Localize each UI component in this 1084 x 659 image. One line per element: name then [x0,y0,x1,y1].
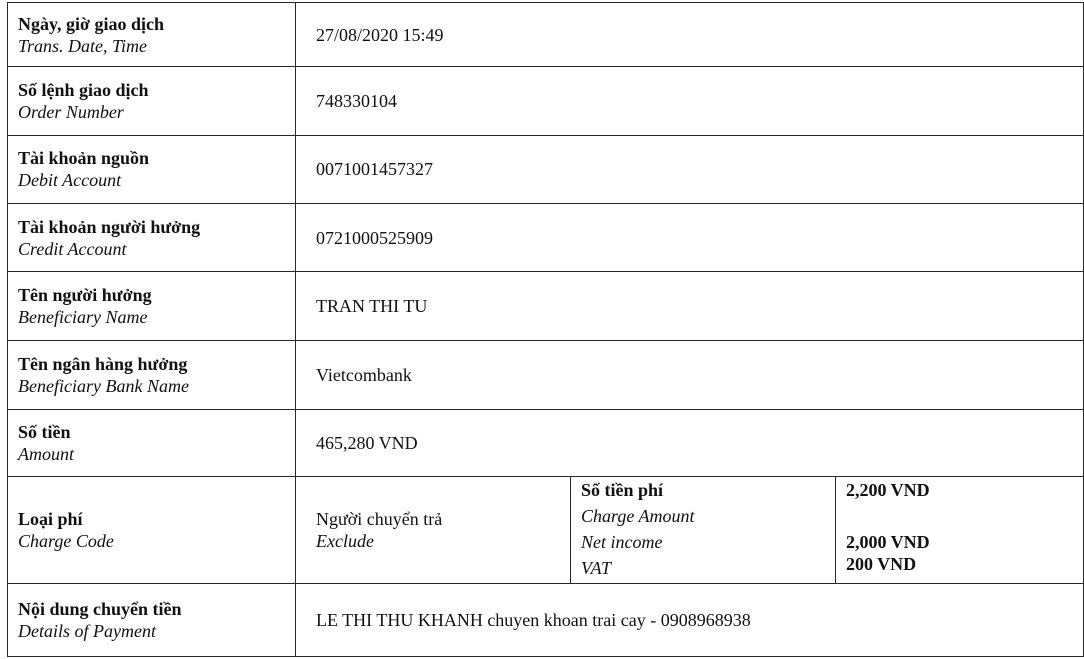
row-amount [8,409,1084,476]
charge-amount-label-en: Charge Amount [581,506,695,527]
charge-amount-label-vi: Số tiền phí [581,480,664,501]
label-en: Beneficiary Name [18,306,148,327]
net-income-value: 2,000 VND [846,532,930,553]
label-cell [8,67,296,135]
vat-label: VAT [581,558,611,579]
net-income-label: Net income [581,532,663,553]
charge-type-vi: Người chuyển trả [316,508,443,529]
label-en: Order Number [18,101,124,122]
payment-details-value: LE THI THU KHANH chuyen khoan trai cay - 0908968938 [296,583,1084,656]
row-debit-account [8,135,1084,203]
label-en: Debit Account [18,170,122,191]
beneficiary-name-value: TRAN THI TU [296,272,1084,340]
label-vi: Số lệnh giao dịch [18,79,149,100]
row-order-number [8,67,1084,135]
label-en: Charge Code [18,530,114,551]
row-trans-date [8,3,1084,67]
credit-account-value: 0721000525909 [296,203,1084,271]
row-payment-details [8,583,1084,656]
label-cell [8,409,296,476]
row-charge-code [8,477,1084,583]
debit-account-value: 0071001457327 [296,135,1084,203]
beneficiary-bank-value: Vietcombank [296,340,1084,409]
label-vi: Loại phí [18,508,83,529]
row-credit-account [8,203,1084,271]
label-cell [8,3,296,67]
row-beneficiary-bank [8,340,1084,409]
charge-type-cell [296,477,571,583]
trans-date-value: 27/08/2020 15:49 [296,3,1084,67]
label-vi: Tài khoản người hưởng [18,216,201,237]
label-vi: Số tiền [18,421,71,442]
label-cell [8,583,296,656]
label-vi: Tên người hưởng [18,284,152,305]
label-en: Credit Account [18,238,127,259]
label-vi: Tên ngân hàng hưởng [18,353,188,374]
charge-amount-values-cell [836,477,1084,583]
label-cell [8,340,296,409]
label-en: Amount [18,443,74,464]
order-number-value: 748330104 [296,67,1084,135]
label-en: Details of Payment [18,620,156,641]
label-en: Beneficiary Bank Name [18,375,189,396]
charge-amount-value: 2,200 VND [846,480,930,501]
row-beneficiary-name [8,272,1084,340]
amount-value: 465,280 VND [296,409,1084,476]
vat-value: 200 VND [846,554,917,575]
label-vi: Tài khoản nguồn [18,148,150,169]
label-cell [8,203,296,271]
charge-amount-labels-cell [571,477,836,583]
label-vi: Ngày, giờ giao dịch [18,13,164,34]
transaction-receipt-table [7,2,1084,657]
label-cell [8,135,296,203]
label-cell [8,477,296,583]
label-cell [8,272,296,340]
label-en: Trans. Date, Time [18,35,148,56]
label-vi: Nội dung chuyển tiền [18,598,182,619]
charge-type-en: Exclude [316,530,374,551]
